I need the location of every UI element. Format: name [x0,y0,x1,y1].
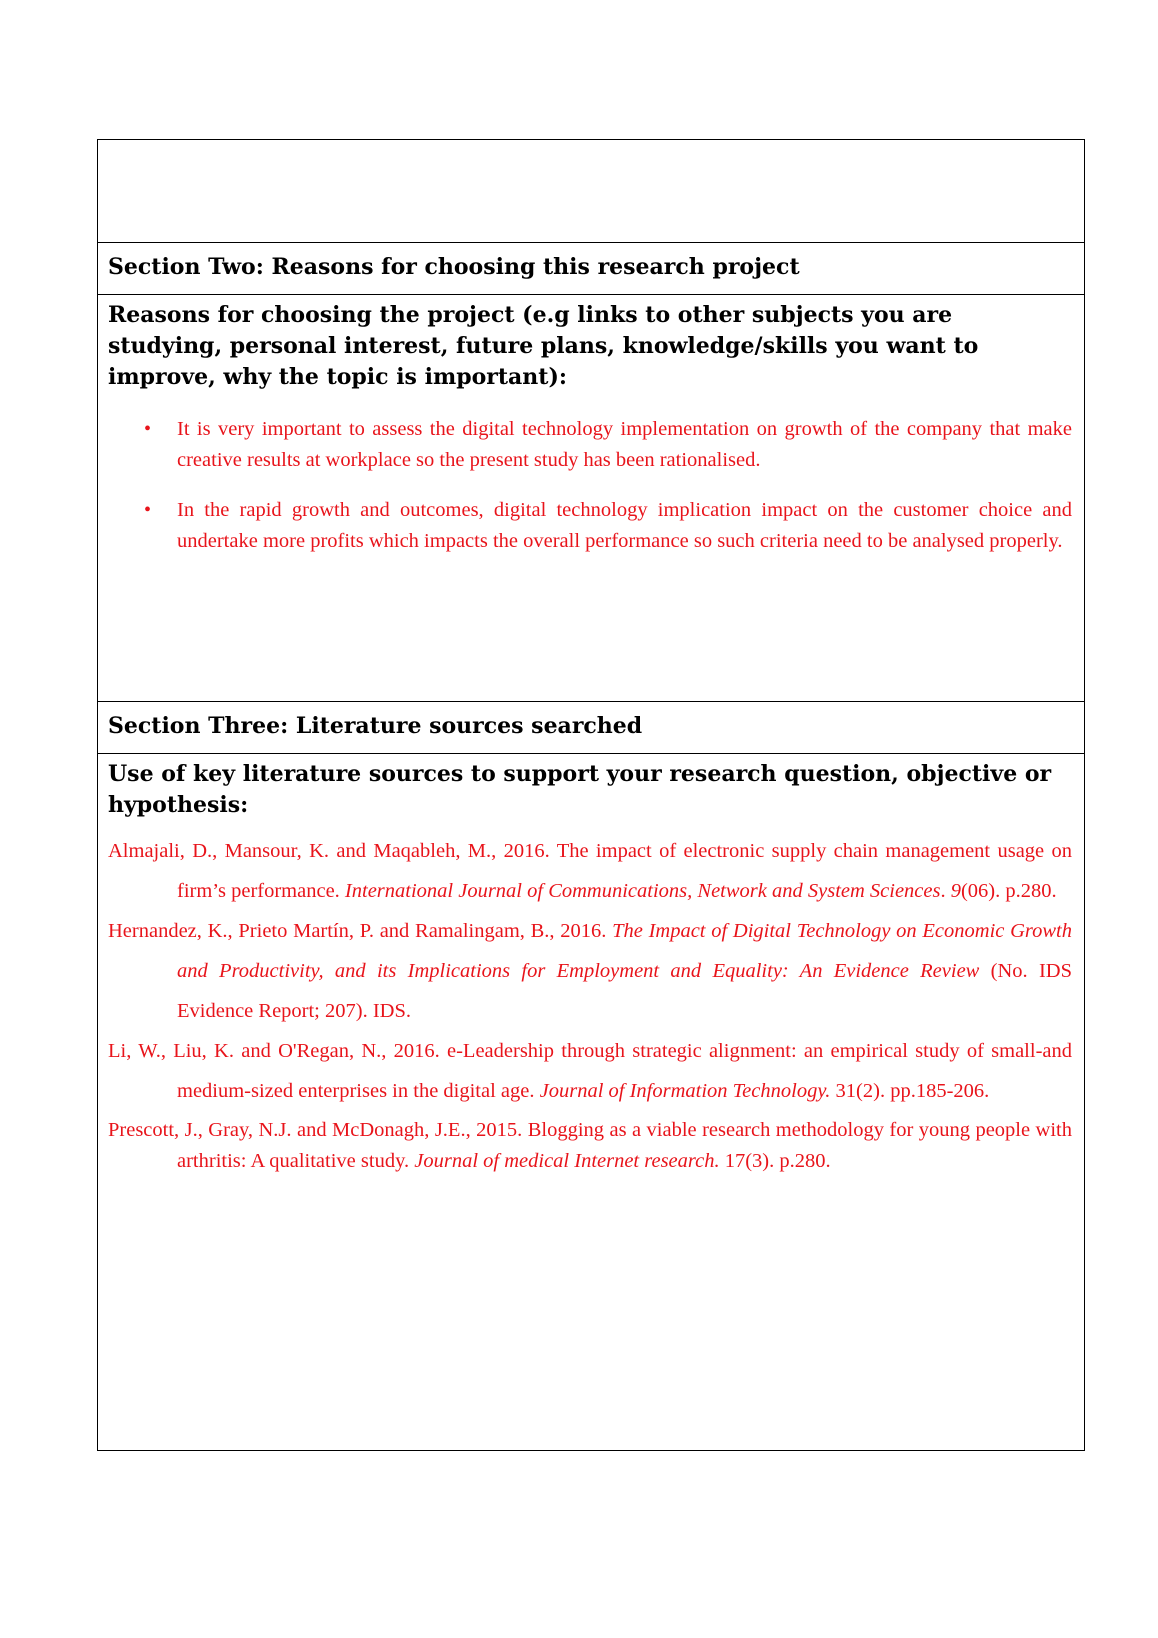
reasons-list [98,414,1084,557]
reference-entry: Almajali, D., Mansour, K. and Maqableh, M., 2016. The impact of electronic supply chain management usage on firm’s performance. International Journal of Communications, Network and System Sciences. 9(06). p.280. [108,840,1072,902]
reference-entry: Li, W., Liu, K. and O'Regan, N., 2016. e-Leadership through strategic alignment: an empirical study of small-and medium-sized enterprises in the digital age. Journal of Information Technology. 31(2). pp.185-206. [108,1040,1072,1102]
section-three-heading-text: Section Three: Literature sources searched [108,713,643,739]
bullet-icon: • [144,418,152,440]
reference-entry: Prescott, J., Gray, N.J. and McDonagh, J.E., 2015. Blogging as a viable research methodology for young people with arthritis: A qualitative study. Journal of medical Internet research. 17(3). p.280. [108,1119,1072,1172]
form-table [97,139,1085,1451]
bullet-icon: • [144,499,152,521]
reference-list [98,831,1084,1177]
section-three-heading [98,702,1084,752]
section-two-body [98,295,1084,695]
section-two-heading-text: Section Two: Reasons for choosing this research project [108,254,800,280]
section-three-body [98,754,1084,1450]
section-two-prompt: Reasons for choosing the project (e.g links to other subjects you are studying, personal interest, future plans, knowledge/skills you want to improve, why the topic is important): [108,302,979,390]
reason-text: It is very important to assess the digital technology implementation on growth of the company that make creative results at workplace so the present study has been rationalised. [177,418,1072,471]
list-item [98,414,1084,476]
section-three-prompt: Use of key literature sources to support your research question, objective or hypothesis: [108,761,1052,818]
list-item [98,495,1084,557]
reference-entry: Hernandez, K., Prieto Martín, P. and Ramalingam, B., 2016. The Impact of Digital Technology on Economic Growth and Productivity, and its Implications for Employment and Equality: An Evidence Review (No. IDS Evidence Report; 207). IDS. [108,920,1072,1022]
reason-text: In the rapid growth and outcomes, digital technology implication impact on the customer choice and undertake more profits which impacts the overall performance so such criteria need to be analysed properly. [177,499,1072,552]
section-two-heading [98,243,1084,293]
